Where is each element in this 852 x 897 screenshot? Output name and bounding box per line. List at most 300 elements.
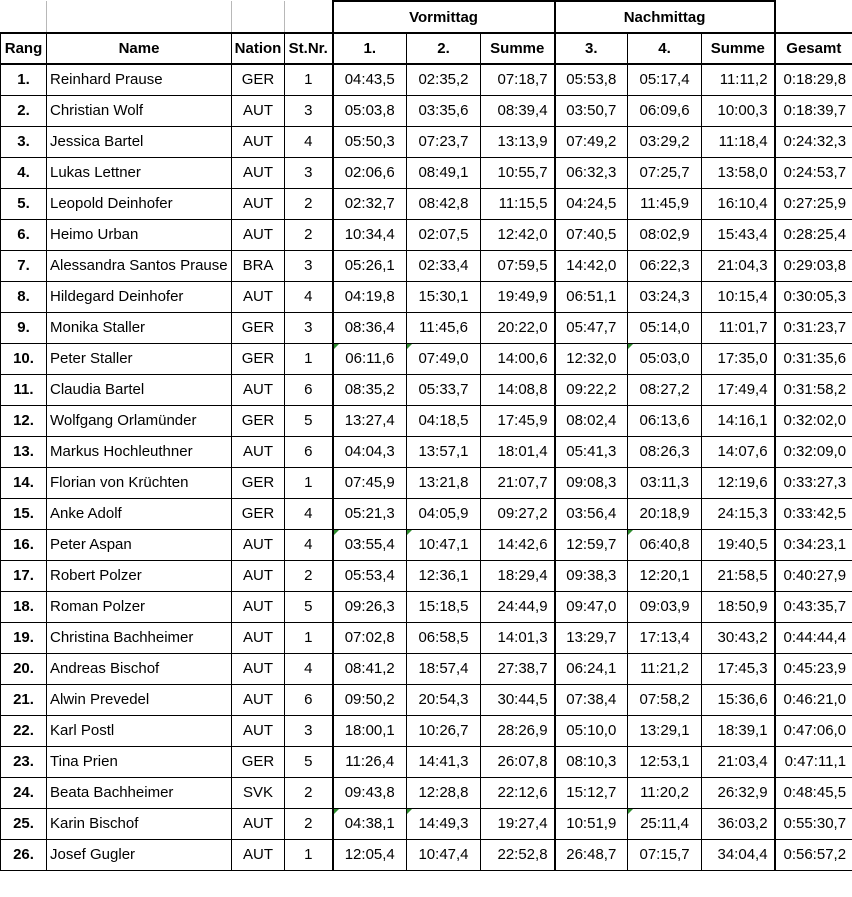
cell-summe-vm: 14:42,6 — [481, 529, 555, 560]
cell-summe-nm: 17:35,0 — [702, 343, 775, 374]
cell-time-3: 06:51,1 — [555, 281, 628, 312]
cell-time-1: 08:41,2 — [333, 653, 407, 684]
cell-nation: GER — [232, 343, 285, 374]
cell-stnr: 4 — [285, 529, 333, 560]
cell-time-4: 11:45,9 — [628, 188, 702, 219]
cell-time-2: 06:58,5 — [407, 622, 481, 653]
results-body — [1, 64, 852, 870]
cell-summe-vm: 13:13,9 — [481, 126, 555, 157]
cell-nation: AUT — [232, 839, 285, 870]
cell-stnr: 2 — [285, 808, 333, 839]
cell-summe-nm: 14:07,6 — [702, 436, 775, 467]
cell-stnr: 2 — [285, 560, 333, 591]
cell-summe-vm: 24:44,9 — [481, 591, 555, 622]
cell-time-4: 09:03,9 — [628, 591, 702, 622]
table-row — [1, 622, 852, 653]
table-row — [1, 126, 852, 157]
cell-summe-nm: 15:36,6 — [702, 684, 775, 715]
table-row — [1, 281, 852, 312]
table-row — [1, 95, 852, 126]
cell-nation: AUT — [232, 281, 285, 312]
cell-gesamt: 0:24:53,7 — [775, 157, 852, 188]
cell-summe-nm: 10:15,4 — [702, 281, 775, 312]
cell-gesamt: 0:28:25,4 — [775, 219, 852, 250]
cell-time-3: 06:24,1 — [555, 653, 628, 684]
cell-summe-vm: 22:12,6 — [481, 777, 555, 808]
cell-time-3: 05:53,8 — [555, 64, 628, 95]
cell-time-1: 05:26,1 — [333, 250, 407, 281]
cell-summe-nm: 15:43,4 — [702, 219, 775, 250]
cell-time-2: 02:35,2 — [407, 64, 481, 95]
cell-rang: 10. — [1, 343, 47, 374]
cell-summe-vm: 07:18,7 — [481, 64, 555, 95]
cell-rang: 1. — [1, 64, 47, 95]
cell-time-4: 17:13,4 — [628, 622, 702, 653]
cell-rang: 24. — [1, 777, 47, 808]
cell-rang: 16. — [1, 529, 47, 560]
cell-summe-vm: 08:39,4 — [481, 95, 555, 126]
cell-nation: BRA — [232, 250, 285, 281]
cell-stnr: 5 — [285, 591, 333, 622]
cell-nation: AUT — [232, 436, 285, 467]
cell-stnr: 1 — [285, 839, 333, 870]
table-row — [1, 839, 852, 870]
cell-name: Christian Wolf — [47, 95, 232, 126]
cell-stnr: 3 — [285, 312, 333, 343]
cell-nation: GER — [232, 405, 285, 436]
cell-time-4: 06:13,6 — [628, 405, 702, 436]
cell-gesamt: 0:33:42,5 — [775, 498, 852, 529]
cell-summe-nm: 30:43,2 — [702, 622, 775, 653]
cell-time-2: 18:57,4 — [407, 653, 481, 684]
table-row — [1, 591, 852, 622]
cell-gesamt: 0:40:27,9 — [775, 560, 852, 591]
cell-time-3: 09:08,3 — [555, 467, 628, 498]
cell-summe-vm: 11:15,5 — [481, 188, 555, 219]
group-header-vormittag: Vormittag — [333, 1, 555, 33]
cell-stnr: 1 — [285, 467, 333, 498]
cell-time-4: 07:25,7 — [628, 157, 702, 188]
cell-nation: AUT — [232, 622, 285, 653]
col-header-4: 4. — [628, 33, 702, 64]
cell-time-1: 07:45,9 — [333, 467, 407, 498]
cell-stnr: 1 — [285, 64, 333, 95]
cell-stnr: 2 — [285, 777, 333, 808]
cell-time-1: 13:27,4 — [333, 405, 407, 436]
cell-stnr: 3 — [285, 95, 333, 126]
cell-stnr: 2 — [285, 219, 333, 250]
col-header-nation: Nation — [232, 33, 285, 64]
cell-time-2: 08:42,8 — [407, 188, 481, 219]
cell-time-2: 15:30,1 — [407, 281, 481, 312]
cell-time-1: 02:32,7 — [333, 188, 407, 219]
cell-summe-nm: 17:49,4 — [702, 374, 775, 405]
cell-time-3: 09:22,2 — [555, 374, 628, 405]
cell-time-2: 02:33,4 — [407, 250, 481, 281]
col-header-gesamt: Gesamt — [775, 33, 852, 64]
cell-time-1: 08:35,2 — [333, 374, 407, 405]
cell-nation: AUT — [232, 560, 285, 591]
table-row — [1, 467, 852, 498]
col-header-name: Name — [47, 33, 232, 64]
cell-time-1: 09:26,3 — [333, 591, 407, 622]
cell-gesamt: 0:30:05,3 — [775, 281, 852, 312]
table-row — [1, 653, 852, 684]
empty-cell — [285, 1, 333, 33]
cell-stnr: 6 — [285, 436, 333, 467]
cell-rang: 2. — [1, 95, 47, 126]
cell-summe-nm: 21:03,4 — [702, 746, 775, 777]
cell-gesamt: 0:45:23,9 — [775, 653, 852, 684]
cell-summe-nm: 17:45,3 — [702, 653, 775, 684]
cell-gesamt: 0:18:39,7 — [775, 95, 852, 126]
cell-time-2: 15:18,5 — [407, 591, 481, 622]
cell-time-4: 06:09,6 — [628, 95, 702, 126]
cell-stnr: 3 — [285, 715, 333, 746]
cell-gesamt: 0:44:44,4 — [775, 622, 852, 653]
cell-summe-vm: 18:29,4 — [481, 560, 555, 591]
cell-rang: 20. — [1, 653, 47, 684]
cell-rang: 7. — [1, 250, 47, 281]
cell-gesamt: 0:47:06,0 — [775, 715, 852, 746]
cell-time-3: 09:38,3 — [555, 560, 628, 591]
cell-summe-vm: 12:42,0 — [481, 219, 555, 250]
cell-time-1: 05:21,3 — [333, 498, 407, 529]
table-row — [1, 374, 852, 405]
cell-time-4: 05:14,0 — [628, 312, 702, 343]
cell-name: Claudia Bartel — [47, 374, 232, 405]
cell-name: Peter Staller — [47, 343, 232, 374]
cell-stnr: 1 — [285, 622, 333, 653]
cell-time-3: 05:47,7 — [555, 312, 628, 343]
cell-name: Hildegard Deinhofer — [47, 281, 232, 312]
cell-time-2: 10:47,1 — [407, 529, 481, 560]
table-row — [1, 405, 852, 436]
cell-time-4: 06:22,3 — [628, 250, 702, 281]
cell-summe-vm: 27:38,7 — [481, 653, 555, 684]
cell-time-1: 18:00,1 — [333, 715, 407, 746]
cell-rang: 22. — [1, 715, 47, 746]
cell-nation: AUT — [232, 715, 285, 746]
cell-time-2: 04:05,9 — [407, 498, 481, 529]
cell-time-1: 11:26,4 — [333, 746, 407, 777]
cell-time-3: 05:10,0 — [555, 715, 628, 746]
cell-rang: 26. — [1, 839, 47, 870]
cell-summe-nm: 36:03,2 — [702, 808, 775, 839]
cell-rang: 8. — [1, 281, 47, 312]
empty-cell — [1, 1, 47, 33]
cell-time-2: 14:49,3 — [407, 808, 481, 839]
cell-summe-nm: 10:00,3 — [702, 95, 775, 126]
cell-name: Christina Bachheimer — [47, 622, 232, 653]
cell-nation: GER — [232, 64, 285, 95]
cell-rang: 3. — [1, 126, 47, 157]
cell-time-3: 07:49,2 — [555, 126, 628, 157]
cell-name: Leopold Deinhofer — [47, 188, 232, 219]
empty-cell — [775, 1, 852, 33]
cell-nation: AUT — [232, 684, 285, 715]
cell-time-1: 04:43,5 — [333, 64, 407, 95]
cell-time-4: 13:29,1 — [628, 715, 702, 746]
cell-time-4: 07:58,2 — [628, 684, 702, 715]
cell-time-1: 10:34,4 — [333, 219, 407, 250]
cell-gesamt: 0:33:27,3 — [775, 467, 852, 498]
cell-nation: AUT — [232, 157, 285, 188]
cell-gesamt: 0:32:02,0 — [775, 405, 852, 436]
cell-time-4: 08:02,9 — [628, 219, 702, 250]
cell-time-3: 07:38,4 — [555, 684, 628, 715]
cell-summe-vm: 26:07,8 — [481, 746, 555, 777]
table-row — [1, 808, 852, 839]
cell-rang: 11. — [1, 374, 47, 405]
cell-time-4: 20:18,9 — [628, 498, 702, 529]
cell-gesamt: 0:31:35,6 — [775, 343, 852, 374]
cell-summe-nm: 14:16,1 — [702, 405, 775, 436]
cell-summe-vm: 14:08,8 — [481, 374, 555, 405]
cell-time-2: 12:28,8 — [407, 777, 481, 808]
cell-time-2: 04:18,5 — [407, 405, 481, 436]
cell-name: Reinhard Prause — [47, 64, 232, 95]
cell-time-1: 02:06,6 — [333, 157, 407, 188]
cell-gesamt: 0:32:09,0 — [775, 436, 852, 467]
cell-time-2: 20:54,3 — [407, 684, 481, 715]
cell-nation: GER — [232, 312, 285, 343]
cell-summe-vm: 30:44,5 — [481, 684, 555, 715]
cell-summe-vm: 09:27,2 — [481, 498, 555, 529]
cell-time-4: 06:40,8 — [628, 529, 702, 560]
cell-time-1: 04:04,3 — [333, 436, 407, 467]
cell-nation: GER — [232, 498, 285, 529]
cell-name: Josef Gugler — [47, 839, 232, 870]
cell-time-2: 12:36,1 — [407, 560, 481, 591]
cell-time-3: 14:42,0 — [555, 250, 628, 281]
cell-rang: 19. — [1, 622, 47, 653]
cell-time-2: 07:23,7 — [407, 126, 481, 157]
cell-summe-nm: 19:40,5 — [702, 529, 775, 560]
cell-summe-nm: 18:39,1 — [702, 715, 775, 746]
cell-summe-nm: 34:04,4 — [702, 839, 775, 870]
cell-summe-vm: 07:59,5 — [481, 250, 555, 281]
cell-time-1: 05:03,8 — [333, 95, 407, 126]
cell-nation: AUT — [232, 591, 285, 622]
cell-time-4: 25:11,4 — [628, 808, 702, 839]
cell-time-2: 05:33,7 — [407, 374, 481, 405]
cell-summe-nm: 18:50,9 — [702, 591, 775, 622]
table-row — [1, 250, 852, 281]
cell-summe-vm: 10:55,7 — [481, 157, 555, 188]
cell-summe-vm: 21:07,7 — [481, 467, 555, 498]
cell-stnr: 4 — [285, 653, 333, 684]
cell-time-3: 15:12,7 — [555, 777, 628, 808]
cell-summe-nm: 26:32,9 — [702, 777, 775, 808]
cell-name: Lukas Lettner — [47, 157, 232, 188]
cell-nation: SVK — [232, 777, 285, 808]
cell-time-3: 12:59,7 — [555, 529, 628, 560]
table-row — [1, 157, 852, 188]
cell-time-4: 11:20,2 — [628, 777, 702, 808]
table-row — [1, 529, 852, 560]
col-header-stnr: St.Nr. — [285, 33, 333, 64]
cell-name: Roman Polzer — [47, 591, 232, 622]
table-row — [1, 684, 852, 715]
cell-name: Beata Bachheimer — [47, 777, 232, 808]
cell-time-4: 08:27,2 — [628, 374, 702, 405]
table-row — [1, 715, 852, 746]
cell-summe-vm: 14:01,3 — [481, 622, 555, 653]
cell-time-1: 12:05,4 — [333, 839, 407, 870]
cell-time-3: 04:24,5 — [555, 188, 628, 219]
empty-cell — [47, 1, 232, 33]
cell-time-3: 05:41,3 — [555, 436, 628, 467]
col-header-1: 1. — [333, 33, 407, 64]
cell-rang: 18. — [1, 591, 47, 622]
cell-rang: 21. — [1, 684, 47, 715]
cell-time-1: 06:11,6 — [333, 343, 407, 374]
cell-summe-vm: 22:52,8 — [481, 839, 555, 870]
cell-rang: 5. — [1, 188, 47, 219]
cell-summe-vm: 20:22,0 — [481, 312, 555, 343]
col-header-2: 2. — [407, 33, 481, 64]
table-row — [1, 312, 852, 343]
cell-summe-nm: 24:15,3 — [702, 498, 775, 529]
cell-summe-nm: 12:19,6 — [702, 467, 775, 498]
cell-name: Heimo Urban — [47, 219, 232, 250]
cell-time-4: 05:03,0 — [628, 343, 702, 374]
cell-time-4: 12:20,1 — [628, 560, 702, 591]
cell-stnr: 6 — [285, 684, 333, 715]
col-header-summe-vm: Summe — [481, 33, 555, 64]
cell-gesamt: 0:18:29,8 — [775, 64, 852, 95]
cell-summe-vm: 18:01,4 — [481, 436, 555, 467]
cell-gesamt: 0:56:57,2 — [775, 839, 852, 870]
cell-summe-nm: 16:10,4 — [702, 188, 775, 219]
cell-summe-nm: 21:58,5 — [702, 560, 775, 591]
table-row — [1, 219, 852, 250]
table-row — [1, 436, 852, 467]
cell-summe-nm: 21:04,3 — [702, 250, 775, 281]
cell-rang: 4. — [1, 157, 47, 188]
cell-nation: AUT — [232, 95, 285, 126]
cell-gesamt: 0:55:30,7 — [775, 808, 852, 839]
cell-gesamt: 0:48:45,5 — [775, 777, 852, 808]
cell-nation: AUT — [232, 529, 285, 560]
cell-time-1: 09:50,2 — [333, 684, 407, 715]
cell-time-1: 04:19,8 — [333, 281, 407, 312]
col-header-rang: Rang — [1, 33, 47, 64]
cell-time-3: 13:29,7 — [555, 622, 628, 653]
cell-nation: AUT — [232, 808, 285, 839]
table-row — [1, 560, 852, 591]
cell-rang: 13. — [1, 436, 47, 467]
cell-name: Robert Polzer — [47, 560, 232, 591]
cell-nation: GER — [232, 746, 285, 777]
column-header-row — [1, 33, 852, 64]
cell-stnr: 3 — [285, 250, 333, 281]
cell-name: Alessandra Santos Prause — [47, 250, 232, 281]
table-row — [1, 498, 852, 529]
cell-time-3: 08:10,3 — [555, 746, 628, 777]
cell-time-4: 07:15,7 — [628, 839, 702, 870]
cell-stnr: 3 — [285, 157, 333, 188]
cell-name: Florian von Krüchten — [47, 467, 232, 498]
cell-nation: AUT — [232, 374, 285, 405]
cell-time-2: 11:45,6 — [407, 312, 481, 343]
cell-time-2: 07:49,0 — [407, 343, 481, 374]
cell-rang: 25. — [1, 808, 47, 839]
cell-time-3: 10:51,9 — [555, 808, 628, 839]
cell-name: Karin Bischof — [47, 808, 232, 839]
cell-time-3: 03:56,4 — [555, 498, 628, 529]
cell-time-1: 07:02,8 — [333, 622, 407, 653]
cell-time-4: 12:53,1 — [628, 746, 702, 777]
cell-stnr: 4 — [285, 281, 333, 312]
cell-nation: AUT — [232, 126, 285, 157]
cell-rang: 6. — [1, 219, 47, 250]
cell-summe-vm: 14:00,6 — [481, 343, 555, 374]
cell-time-1: 05:50,3 — [333, 126, 407, 157]
cell-time-2: 14:41,3 — [407, 746, 481, 777]
cell-rang: 17. — [1, 560, 47, 591]
cell-time-1: 09:43,8 — [333, 777, 407, 808]
cell-gesamt: 0:34:23,1 — [775, 529, 852, 560]
cell-nation: GER — [232, 467, 285, 498]
cell-gesamt: 0:29:03,8 — [775, 250, 852, 281]
cell-time-4: 03:24,3 — [628, 281, 702, 312]
cell-time-1: 08:36,4 — [333, 312, 407, 343]
cell-gesamt: 0:27:25,9 — [775, 188, 852, 219]
cell-time-4: 05:17,4 — [628, 64, 702, 95]
cell-name: Andreas Bischof — [47, 653, 232, 684]
table-row — [1, 746, 852, 777]
cell-name: Alwin Prevedel — [47, 684, 232, 715]
cell-summe-nm: 13:58,0 — [702, 157, 775, 188]
cell-name: Wolfgang Orlamünder — [47, 405, 232, 436]
cell-stnr: 4 — [285, 126, 333, 157]
table-row — [1, 777, 852, 808]
cell-summe-nm: 11:01,7 — [702, 312, 775, 343]
cell-summe-nm: 11:18,4 — [702, 126, 775, 157]
cell-time-2: 03:35,6 — [407, 95, 481, 126]
cell-stnr: 5 — [285, 405, 333, 436]
col-header-3: 3. — [555, 33, 628, 64]
cell-time-3: 09:47,0 — [555, 591, 628, 622]
cell-time-1: 03:55,4 — [333, 529, 407, 560]
cell-time-2: 10:47,4 — [407, 839, 481, 870]
table-row — [1, 188, 852, 219]
cell-name: Tina Prien — [47, 746, 232, 777]
cell-nation: AUT — [232, 219, 285, 250]
cell-rang: 15. — [1, 498, 47, 529]
cell-time-1: 04:38,1 — [333, 808, 407, 839]
cell-stnr: 6 — [285, 374, 333, 405]
cell-stnr: 4 — [285, 498, 333, 529]
cell-time-2: 08:49,1 — [407, 157, 481, 188]
cell-time-3: 06:32,3 — [555, 157, 628, 188]
cell-rang: 14. — [1, 467, 47, 498]
cell-summe-vm: 28:26,9 — [481, 715, 555, 746]
cell-gesamt: 0:31:58,2 — [775, 374, 852, 405]
cell-gesamt: 0:31:23,7 — [775, 312, 852, 343]
cell-summe-vm: 17:45,9 — [481, 405, 555, 436]
cell-time-2: 10:26,7 — [407, 715, 481, 746]
cell-gesamt: 0:47:11,1 — [775, 746, 852, 777]
cell-rang: 23. — [1, 746, 47, 777]
table-row — [1, 64, 852, 95]
cell-summe-nm: 11:11,2 — [702, 64, 775, 95]
cell-rang: 12. — [1, 405, 47, 436]
cell-time-4: 11:21,2 — [628, 653, 702, 684]
cell-time-1: 05:53,4 — [333, 560, 407, 591]
